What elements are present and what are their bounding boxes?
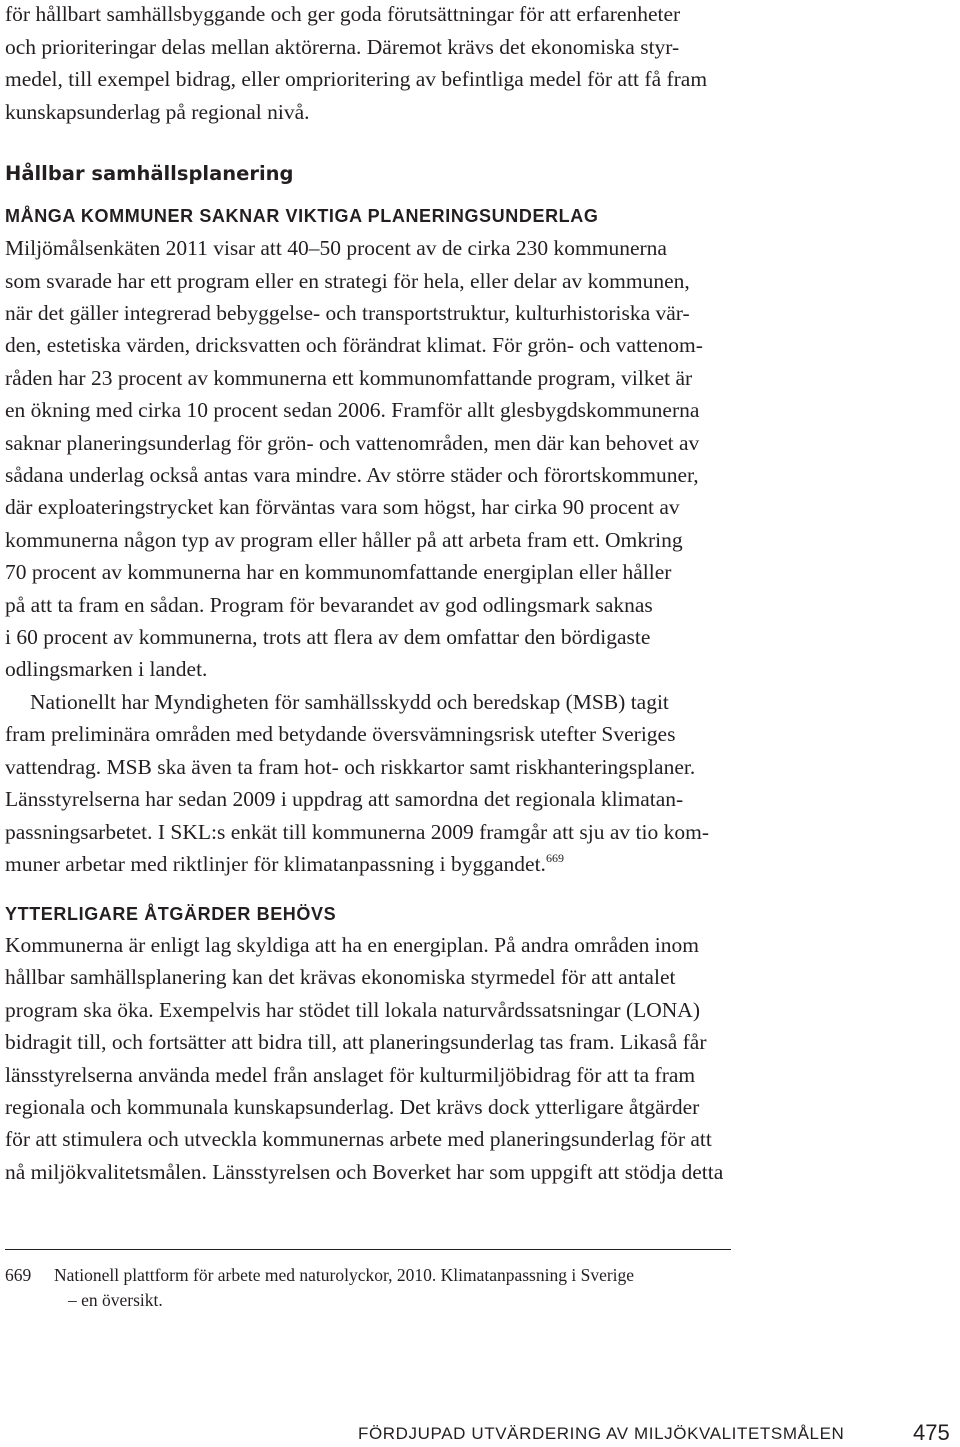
- subsection-heading-atgarder: YTTERLIGARE ÅTGÄRDER BEHÖVS: [5, 904, 337, 924]
- intro-line: kunskapsunderlag på regional nivå.: [5, 100, 310, 124]
- footnote-reference[interactable]: 669: [545, 851, 564, 865]
- body-line: sådana underlag också antas vara mindre. Av större städer och förortskommuner,: [5, 463, 699, 487]
- footnote-text: Nationell plattform för arbete med naturolyckor, 2010. Klimatanpassning i Sverige: [54, 1265, 635, 1285]
- body-line: program ska öka. Exempelvis har stödet till lokala naturvårdssatsningar (LONA): [5, 998, 700, 1022]
- section-heading: Hållbar samhällsplanering: [5, 162, 294, 185]
- body-line: länsstyrelserna använda medel från anslaget för kulturmiljöbidrag för att ta fram: [5, 1063, 696, 1087]
- body-line: råden har 23 procent av kommunerna ett kommunomfattande program, vilket är: [5, 366, 693, 390]
- body-line: odlingsmarken i landet.: [5, 657, 208, 681]
- body-line: vattendrag. MSB ska även ta fram hot- och riskkartor samt riskhanteringsplaner.: [5, 755, 696, 779]
- footnote-number: 669: [5, 1265, 32, 1285]
- body-line: Miljömålsenkäten 2011 visar att 40–50 procent av de cirka 230 kommunerna: [5, 236, 667, 260]
- body-line: som svarade har ett program eller en strategi för hela, eller delar av kommunen,: [5, 269, 690, 293]
- body-line-text: muner arbetar med riktlinjer för klimatanpassning i byggandet.: [5, 852, 546, 876]
- body-line: kommunerna någon typ av program eller håller på att arbeta fram ett. Omkring: [5, 528, 683, 552]
- body-line: Kommunerna är enligt lag skyldiga att ha en energiplan. På andra områden inom: [5, 933, 699, 957]
- body-line: hållbar samhällsplanering kan det krävas ekonomiska styrmedel för att antalet: [5, 965, 676, 989]
- body-line: bidragit till, och fortsätter att bidra till, att planeringsunderlag tas fram. Likaså får: [5, 1030, 707, 1054]
- body-line: på att ta fram en sådan. Program för bevarandet av god odlingsmark saknas: [5, 593, 653, 617]
- body-line: den, estetiska värden, dricksvatten och förändrat klimat. För grön- och vattenom-: [5, 333, 703, 357]
- intro-line: medel, till exempel bidrag, eller omprioritering av befintliga medel för att få fram: [5, 67, 708, 91]
- body-line: nå miljökvalitetsmålen. Länsstyrelsen och Boverket har som uppgift att stödja detta: [5, 1160, 724, 1184]
- body-line: regionala och kommunala kunskapsunderlag. Det krävs dock ytterligare åtgärder: [5, 1095, 700, 1119]
- body-line: en ökning med cirka 10 procent sedan 2006. Framför allt glesbygdskommunerna: [5, 398, 700, 422]
- intro-line: och prioriteringar delas mellan aktörerna. Däremot krävs det ekonomiska styr-: [5, 35, 680, 59]
- body-line: i 60 procent av kommunerna, trots att flera av dem omfattar den bördigaste: [5, 625, 651, 649]
- page-number: 475: [913, 1420, 950, 1445]
- body-line: saknar planeringsunderlag för grön- och vattenområden, men där kan behovet av: [5, 431, 700, 455]
- running-footer-title: FÖRDJUPAD UTVÄRDERING AV MILJÖKVALITETSMÅLEN: [358, 1424, 845, 1443]
- body-line: Nationellt har Myndigheten för samhällsskydd och beredskap (MSB) tagit: [30, 690, 669, 714]
- body-line: när det gäller integrerad bebyggelse- och transportstruktur, kulturhistoriska vär-: [5, 301, 690, 325]
- body-line: för att stimulera och utveckla kommunernas arbete med planeringsunderlag för att: [5, 1127, 712, 1151]
- body-line: 70 procent av kommunerna har en kommunomfattande energiplan eller håller: [5, 560, 672, 584]
- subsection-heading-planeringsunderlag: MÅNGA KOMMUNER SAKNAR VIKTIGA PLANERINGSUNDERLAG: [5, 206, 599, 226]
- body-line: fram preliminära områden med betydande översvämningsrisk utefter Sveriges: [5, 722, 676, 746]
- body-line: [5, 848, 564, 880]
- footnote-divider: [5, 1249, 731, 1250]
- body-line: passningsarbetet. I SKL:s enkät till kommunerna 2009 framgår att sju av tio kom-: [5, 820, 709, 844]
- intro-line: för hållbart samhällsbyggande och ger goda förutsättningar för att erfarenheter: [5, 2, 681, 26]
- body-line: där exploateringstrycket kan förväntas vara som högst, har cirka 90 procent av: [5, 495, 680, 519]
- footnote-text: – en översikt.: [68, 1290, 163, 1310]
- body-line: Länsstyrelserna har sedan 2009 i uppdrag att samordna det regionala klimatan-: [5, 787, 684, 811]
